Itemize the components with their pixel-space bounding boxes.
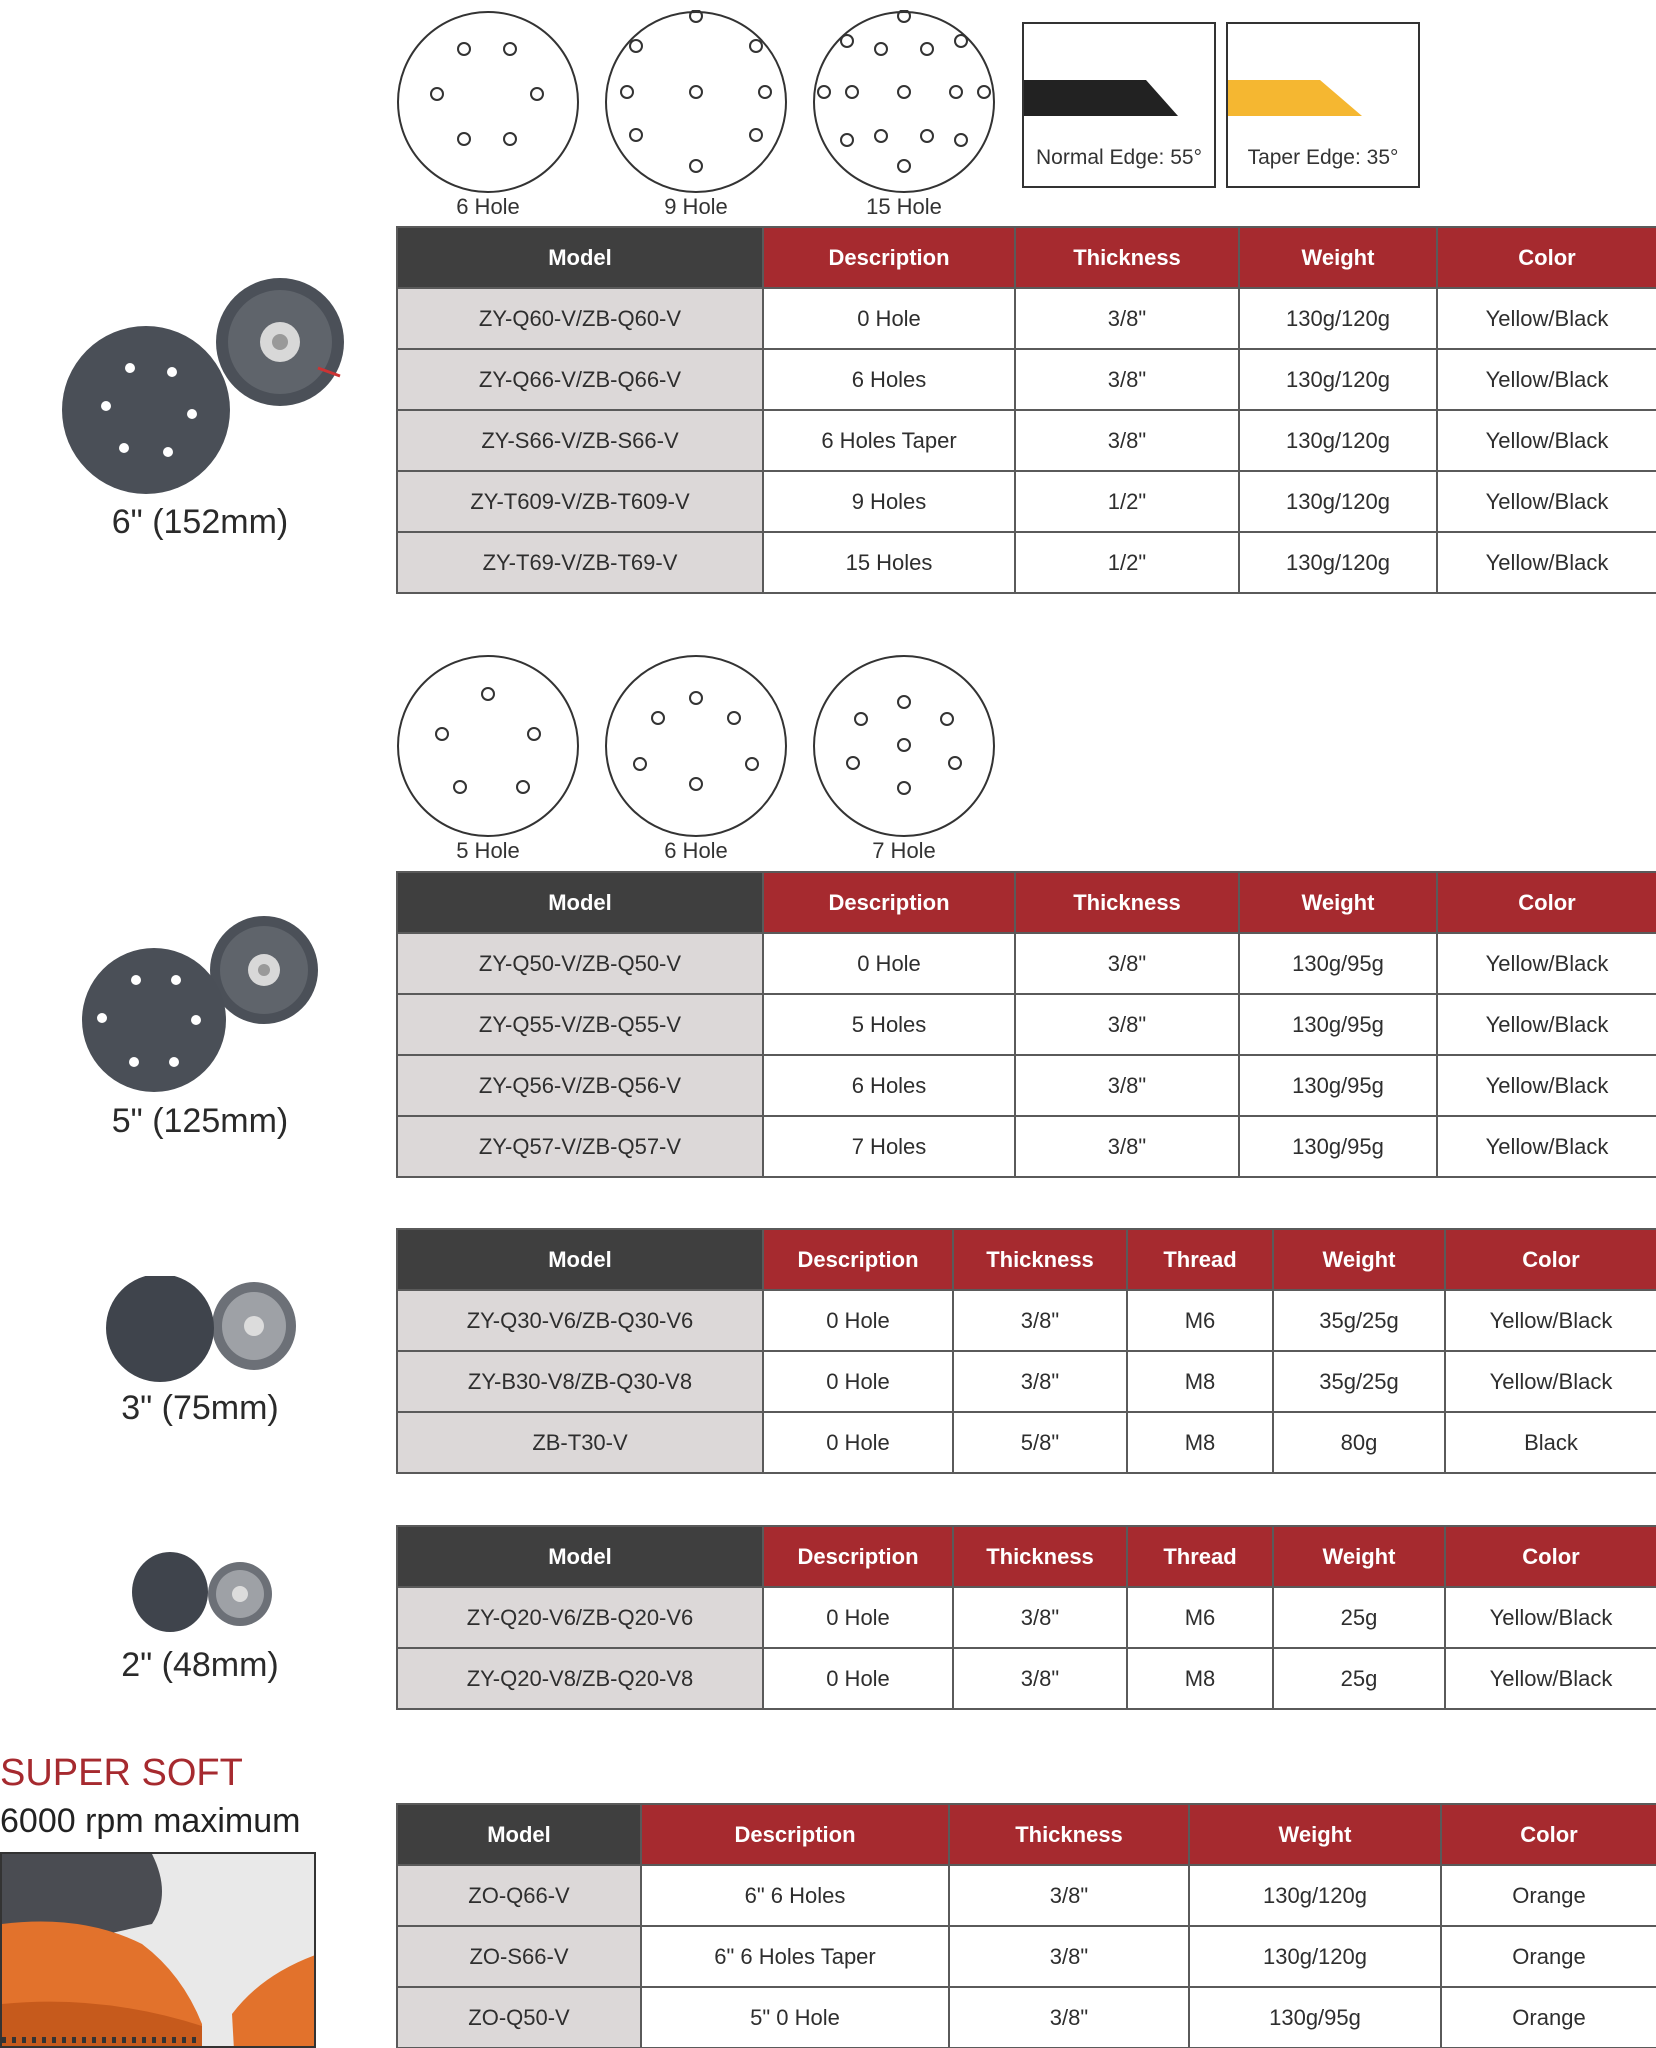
table-row (397, 288, 1656, 349)
table-row (397, 1412, 1656, 1473)
column-header: Description (641, 1804, 949, 1865)
normal-edge-box (1022, 22, 1216, 188)
model-cell: ZO-Q66-V (397, 1865, 641, 1926)
backing-pad-icon (80, 912, 320, 1102)
color-cell: Yellow/Black (1445, 1648, 1656, 1709)
weight-cell: 130g/120g (1239, 349, 1437, 410)
color-cell: Black (1445, 1412, 1656, 1473)
color-cell: Yellow/Black (1437, 994, 1656, 1055)
thickness-cell: 3/8" (1015, 288, 1239, 349)
diagram-label: 6 Hole (456, 194, 520, 219)
table-header-row (397, 872, 1656, 933)
pad-5in-image (80, 912, 320, 1107)
weight-cell: 130g/95g (1239, 1055, 1437, 1116)
column-header: Description (763, 1526, 953, 1587)
spec-table-3in (396, 1228, 1656, 1474)
description-cell: 0 Hole (763, 933, 1015, 994)
thickness-cell: 3/8" (1015, 994, 1239, 1055)
pad-6in-image (50, 276, 350, 521)
model-cell: ZY-Q60-V/ZB-Q60-V (397, 288, 763, 349)
table-row (397, 1351, 1656, 1412)
description-cell: 0 Hole (763, 1412, 953, 1473)
model-cell: ZY-Q55-V/ZB-Q55-V (397, 994, 763, 1055)
column-header: Color (1445, 1526, 1656, 1587)
color-cell: Yellow/Black (1437, 288, 1656, 349)
weight-cell: 130g/95g (1239, 994, 1437, 1055)
color-cell: Yellow/Black (1437, 1116, 1656, 1177)
color-cell: Orange (1441, 1865, 1656, 1926)
color-cell: Yellow/Black (1437, 1055, 1656, 1116)
thread-cell: M8 (1127, 1412, 1273, 1473)
weight-cell: 80g (1273, 1412, 1445, 1473)
thread-cell: M6 (1127, 1587, 1273, 1648)
column-header: Thickness (1015, 227, 1239, 288)
model-cell: ZY-S66-V/ZB-S66-V (397, 410, 763, 471)
color-cell: Orange (1441, 1987, 1656, 2048)
weight-cell: 130g/95g (1239, 933, 1437, 994)
taper-edge-label: Taper Edge: 35° (1247, 146, 1399, 169)
hole-pattern-5-icon (396, 654, 580, 838)
table-row (397, 1926, 1656, 1987)
thickness-cell: 5/8" (953, 1412, 1127, 1473)
hole-pattern-15-icon (812, 10, 996, 194)
spec-table-6in (396, 226, 1656, 594)
column-header: Model (397, 1229, 763, 1290)
column-header: Model (397, 872, 763, 933)
table-row (397, 1116, 1656, 1177)
normal-edge-label: Normal Edge: 55° (1036, 146, 1202, 169)
column-header: Description (763, 872, 1015, 933)
max-rpm-note: 6000 rpm maximum (0, 1802, 301, 1840)
weight-cell: 130g/120g (1239, 532, 1437, 593)
column-header: Color (1445, 1229, 1656, 1290)
table-row (397, 471, 1656, 532)
super-soft-title: SUPER SOFT (0, 1752, 243, 1794)
weight-cell: 130g/120g (1189, 1926, 1441, 1987)
column-header: Thickness (953, 1229, 1127, 1290)
model-cell: ZO-S66-V (397, 1926, 641, 1987)
thickness-cell: 3/8" (949, 1987, 1189, 2048)
hole-diagram-5 (396, 654, 580, 864)
model-cell: ZY-Q50-V/ZB-Q50-V (397, 933, 763, 994)
thickness-cell: 3/8" (949, 1926, 1189, 1987)
model-cell: ZY-Q56-V/ZB-Q56-V (397, 1055, 763, 1116)
table-header-row (397, 227, 1656, 288)
description-cell: 6" 6 Holes Taper (641, 1926, 949, 1987)
spec-table-5in (396, 871, 1656, 1178)
super-soft-photo (0, 1852, 316, 2048)
size-label-6in: 6" (152mm) (111, 503, 289, 541)
size-label-3in: 3" (75mm) (121, 1389, 279, 1427)
model-cell: ZY-Q57-V/ZB-Q57-V (397, 1116, 763, 1177)
description-cell: 6 Holes Taper (763, 410, 1015, 471)
hole-diagram-6 (396, 10, 580, 220)
color-cell: Yellow/Black (1437, 933, 1656, 994)
diagram-label: 5 Hole (456, 838, 520, 863)
pad-3in-image (104, 1276, 300, 1391)
taper-edge-icon (1228, 64, 1422, 144)
description-cell: 6 Holes (763, 1055, 1015, 1116)
color-cell: Yellow/Black (1445, 1290, 1656, 1351)
description-cell: 6 Holes (763, 349, 1015, 410)
table-row (397, 349, 1656, 410)
spec-table-super-soft (396, 1803, 1656, 2048)
hole-diagram-15 (812, 10, 996, 220)
thread-cell: M8 (1127, 1648, 1273, 1709)
color-cell: Yellow/Black (1437, 532, 1656, 593)
model-cell: ZB-T30-V (397, 1412, 763, 1473)
thickness-cell: 3/8" (953, 1290, 1127, 1351)
thickness-cell: 3/8" (953, 1648, 1127, 1709)
column-header: Weight (1273, 1526, 1445, 1587)
model-cell: ZY-T609-V/ZB-T609-V (397, 471, 763, 532)
table-row (397, 1987, 1656, 2048)
table-header-row (397, 1526, 1656, 1587)
column-header: Weight (1273, 1229, 1445, 1290)
weight-cell: 25g (1273, 1648, 1445, 1709)
column-header: Thickness (1015, 872, 1239, 933)
table-header-row (397, 1229, 1656, 1290)
model-cell: ZY-Q66-V/ZB-Q66-V (397, 349, 763, 410)
weight-cell: 130g/120g (1239, 288, 1437, 349)
hole-diagram-9 (604, 10, 788, 220)
column-header: Color (1437, 872, 1656, 933)
description-cell: 5" 0 Hole (641, 1987, 949, 2048)
table-row (397, 410, 1656, 471)
backing-pad-icon (130, 1550, 280, 1636)
thickness-cell: 3/8" (1015, 1116, 1239, 1177)
thickness-cell: 3/8" (1015, 349, 1239, 410)
color-cell: Yellow/Black (1437, 410, 1656, 471)
color-cell: Yellow/Black (1437, 471, 1656, 532)
hole-pattern-6-icon (396, 10, 580, 194)
model-cell: ZY-T69-V/ZB-T69-V (397, 532, 763, 593)
color-cell: Orange (1441, 1926, 1656, 1987)
thread-cell: M8 (1127, 1351, 1273, 1412)
thickness-cell: 3/8" (1015, 410, 1239, 471)
thickness-cell: 3/8" (953, 1351, 1127, 1412)
table-row (397, 1865, 1656, 1926)
model-cell: ZY-Q30-V6/ZB-Q30-V6 (397, 1290, 763, 1351)
diagram-label: 15 Hole (866, 194, 942, 219)
table-row (397, 1587, 1656, 1648)
column-header: Color (1441, 1804, 1656, 1865)
column-header: Thread (1127, 1229, 1273, 1290)
column-header: Color (1437, 227, 1656, 288)
description-cell: 6" 6 Holes (641, 1865, 949, 1926)
model-cell: ZY-Q20-V6/ZB-Q20-V6 (397, 1587, 763, 1648)
diagram-label: 7 Hole (872, 838, 936, 863)
weight-cell: 25g (1273, 1587, 1445, 1648)
weight-cell: 130g/95g (1189, 1987, 1441, 2048)
weight-cell: 130g/120g (1239, 471, 1437, 532)
weight-cell: 130g/120g (1189, 1865, 1441, 1926)
thickness-cell: 1/2" (1015, 532, 1239, 593)
spec-table-2in (396, 1525, 1656, 1710)
column-header: Description (763, 1229, 953, 1290)
weight-cell: 35g/25g (1273, 1290, 1445, 1351)
pad-2in-image (130, 1550, 280, 1641)
description-cell: 0 Hole (763, 288, 1015, 349)
table-row (397, 994, 1656, 1055)
table-row (397, 933, 1656, 994)
description-cell: 7 Holes (763, 1116, 1015, 1177)
color-cell: Yellow/Black (1445, 1351, 1656, 1412)
thickness-cell: 3/8" (1015, 933, 1239, 994)
description-cell: 0 Hole (763, 1587, 953, 1648)
orange-pad-photo-icon (2, 1854, 316, 2048)
model-cell: ZY-B30-V8/ZB-Q30-V8 (397, 1351, 763, 1412)
hole-diagram-7 (812, 654, 996, 864)
hole-pattern-9-icon (604, 10, 788, 194)
model-cell: ZY-Q20-V8/ZB-Q20-V8 (397, 1648, 763, 1709)
table-row (397, 1055, 1656, 1116)
weight-cell: 35g/25g (1273, 1351, 1445, 1412)
hole-pattern-7-icon (812, 654, 996, 838)
column-header: Thickness (953, 1526, 1127, 1587)
description-cell: 5 Holes (763, 994, 1015, 1055)
taper-edge-box (1226, 22, 1420, 188)
description-cell: 9 Holes (763, 471, 1015, 532)
hole-diagram-6b (604, 654, 788, 864)
column-header: Model (397, 1526, 763, 1587)
backing-pad-icon (50, 276, 350, 516)
normal-edge-icon (1024, 64, 1218, 144)
size-label-5in: 5" (125mm) (111, 1102, 289, 1140)
size-label-2in: 2" (48mm) (121, 1646, 279, 1684)
thickness-cell: 1/2" (1015, 471, 1239, 532)
diagram-label: 6 Hole (664, 838, 728, 863)
table-header-row (397, 1804, 1656, 1865)
color-cell: Yellow/Black (1437, 349, 1656, 410)
thickness-cell: 3/8" (1015, 1055, 1239, 1116)
backing-pad-icon (104, 1276, 300, 1386)
column-header: Weight (1239, 872, 1437, 933)
table-row (397, 1648, 1656, 1709)
thickness-cell: 3/8" (949, 1865, 1189, 1926)
column-header: Weight (1239, 227, 1437, 288)
table-row (397, 1290, 1656, 1351)
column-header: Model (397, 1804, 641, 1865)
description-cell: 0 Hole (763, 1648, 953, 1709)
column-header: Thread (1127, 1526, 1273, 1587)
weight-cell: 130g/120g (1239, 410, 1437, 471)
diagram-label: 9 Hole (664, 194, 728, 219)
column-header: Description (763, 227, 1015, 288)
description-cell: 15 Holes (763, 532, 1015, 593)
model-cell: ZO-Q50-V (397, 1987, 641, 2048)
column-header: Weight (1189, 1804, 1441, 1865)
description-cell: 0 Hole (763, 1351, 953, 1412)
hole-pattern-6-icon (604, 654, 788, 838)
color-cell: Yellow/Black (1445, 1587, 1656, 1648)
table-row (397, 532, 1656, 593)
weight-cell: 130g/95g (1239, 1116, 1437, 1177)
thread-cell: M6 (1127, 1290, 1273, 1351)
thickness-cell: 3/8" (953, 1587, 1127, 1648)
description-cell: 0 Hole (763, 1290, 953, 1351)
column-header: Model (397, 227, 763, 288)
column-header: Thickness (949, 1804, 1189, 1865)
